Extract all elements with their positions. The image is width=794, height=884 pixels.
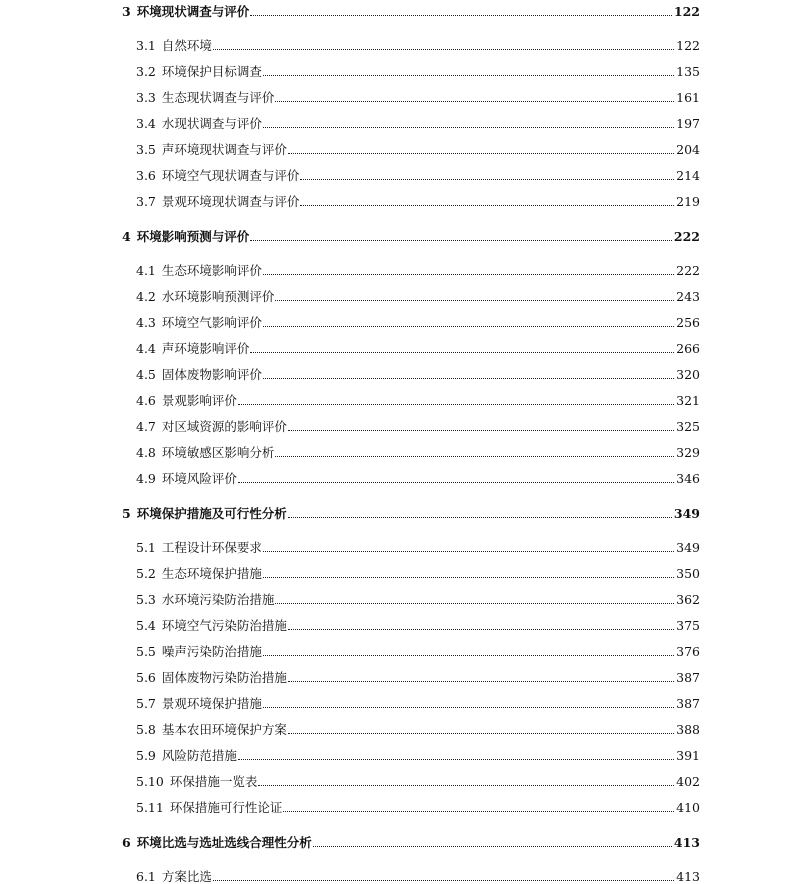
toc-entry-page-number: 362	[676, 592, 700, 607]
dot-leader	[275, 300, 674, 301]
toc-entry-title: 景观环境保护措施	[161, 696, 262, 711]
toc-section-entry[interactable]	[136, 589, 700, 607]
dot-leader	[263, 326, 674, 327]
dot-leader	[288, 430, 674, 431]
toc-entry-page-number: 329	[676, 445, 700, 460]
toc-entry-page-number: 321	[676, 393, 700, 408]
toc-entry-title: 噪声污染防治措施	[161, 644, 262, 659]
toc-entry-page-number: 349	[676, 540, 700, 555]
toc-section-entry[interactable]	[136, 468, 700, 486]
toc-entry-page-number: 197	[676, 116, 700, 131]
toc-section-entry[interactable]	[136, 641, 700, 659]
toc-entry-number: 6.1	[136, 869, 156, 884]
toc-chapter-entry[interactable]	[122, 1, 700, 19]
toc-entry-page-number: 214	[676, 168, 700, 183]
dot-leader	[300, 205, 674, 206]
toc-entry-number: 5.10	[136, 774, 164, 789]
dot-leader	[300, 179, 674, 180]
toc-entry-page-number: 376	[676, 644, 700, 659]
toc-section-entry[interactable]	[136, 338, 700, 356]
toc-entry-title: 环境比选与选址选线合理性分析	[136, 835, 312, 850]
toc-section-entry[interactable]	[136, 61, 700, 79]
toc-entry-title: 工程设计环保要求	[161, 540, 262, 555]
toc-entry-number: 5.3	[136, 592, 156, 607]
dot-leader	[275, 456, 674, 457]
toc-entry-page-number: 387	[676, 670, 700, 685]
toc-section-entry[interactable]	[136, 113, 700, 131]
toc-section-entry[interactable]	[136, 667, 700, 685]
toc-entry-page-number: 122	[676, 38, 700, 53]
toc-section-entry[interactable]	[136, 771, 700, 789]
toc-entry-title: 环境敏感区影响分析	[161, 445, 275, 460]
dot-leader	[258, 785, 674, 786]
toc-section-entry[interactable]	[136, 416, 700, 434]
toc-chapter-entry[interactable]	[122, 503, 700, 521]
toc-entry-number: 3.3	[136, 90, 156, 105]
dot-leader	[250, 15, 672, 16]
dot-leader	[263, 274, 674, 275]
toc-entry-title: 环境空气影响评价	[161, 315, 262, 330]
toc-entry-page-number: 346	[676, 471, 700, 486]
toc-entry-number: 5.9	[136, 748, 156, 763]
toc-entry-title: 风险防范措施	[161, 748, 237, 763]
toc-entry-number: 3.7	[136, 194, 156, 209]
toc-section-entry[interactable]	[136, 693, 700, 711]
toc-entry-page-number: 266	[676, 341, 700, 356]
dot-leader	[250, 352, 674, 353]
toc-entry-page-number: 375	[676, 618, 700, 633]
toc-entry-number: 4.6	[136, 393, 156, 408]
dot-leader	[263, 655, 674, 656]
toc-entry-page-number: 204	[676, 142, 700, 157]
toc-section-entry[interactable]	[136, 442, 700, 460]
toc-entry-number: 5.1	[136, 540, 156, 555]
toc-entry-number: 4.9	[136, 471, 156, 486]
toc-entry-page-number: 222	[676, 263, 700, 278]
toc-entry-number: 4.5	[136, 367, 156, 382]
toc-section-entry[interactable]	[136, 286, 700, 304]
toc-entry-number: 4.2	[136, 289, 156, 304]
toc-entry-number: 4.4	[136, 341, 156, 356]
toc-entry-title: 环保措施一览表	[169, 774, 258, 789]
dot-leader	[288, 629, 674, 630]
toc-section-entry[interactable]	[136, 191, 700, 209]
toc-entry-title: 环境保护措施及可行性分析	[136, 506, 287, 521]
dot-leader	[288, 153, 674, 154]
toc-entry-title: 景观环境现状调查与评价	[161, 194, 300, 209]
toc-section-entry[interactable]	[136, 260, 700, 278]
toc-section-entry[interactable]	[136, 797, 700, 815]
toc-entry-number: 4.7	[136, 419, 156, 434]
toc-entry-title: 环境风险评价	[161, 471, 237, 486]
toc-section-entry[interactable]	[136, 615, 700, 633]
toc-entry-page-number: 413	[676, 869, 700, 884]
toc-entry-title: 水环境污染防治措施	[161, 592, 275, 607]
toc-section-entry[interactable]	[136, 563, 700, 581]
dot-leader	[275, 101, 674, 102]
toc-entry-number: 5.11	[136, 800, 164, 815]
toc-chapter-entry[interactable]	[122, 832, 700, 850]
toc-entry-number: 6	[122, 835, 131, 850]
toc-entry-title: 生态环境保护措施	[161, 566, 262, 581]
toc-entry-page-number: 243	[676, 289, 700, 304]
dot-leader	[263, 577, 674, 578]
toc-entry-number: 3.2	[136, 64, 156, 79]
toc-entry-page-number: 219	[676, 194, 700, 209]
toc-entry-number: 4.8	[136, 445, 156, 460]
toc-entry-title: 固体废物影响评价	[161, 367, 262, 382]
toc-entry-page-number: 391	[676, 748, 700, 763]
dot-leader	[238, 404, 674, 405]
toc-entry-title: 环境空气污染防治措施	[161, 618, 287, 633]
toc-entry-number: 5.2	[136, 566, 156, 581]
toc-entry-page-number: 320	[676, 367, 700, 382]
toc-section-entry[interactable]	[136, 312, 700, 330]
toc-entry-title: 生态环境影响评价	[161, 263, 262, 278]
toc-entry-number: 3	[122, 4, 131, 19]
toc-entry-title: 环保措施可行性论证	[169, 800, 283, 815]
dot-leader	[275, 603, 674, 604]
dot-leader	[288, 733, 674, 734]
toc-entry-page-number: 350	[676, 566, 700, 581]
toc-section-entry[interactable]	[136, 35, 700, 53]
toc-entry-title: 基本农田环境保护方案	[161, 722, 287, 737]
toc-section-entry[interactable]	[136, 390, 700, 408]
dot-leader	[263, 127, 674, 128]
toc-entry-page-number: 387	[676, 696, 700, 711]
toc-entry-title: 水现状调查与评价	[161, 116, 262, 131]
toc-entry-title: 自然环境	[161, 38, 212, 53]
toc-entry-number: 5.8	[136, 722, 156, 737]
toc-chapter-entry[interactable]	[122, 226, 700, 244]
toc-entry-number: 5.5	[136, 644, 156, 659]
toc-entry-page-number: 410	[676, 800, 700, 815]
dot-leader	[288, 517, 672, 518]
toc-entry-title: 固体废物污染防治措施	[161, 670, 287, 685]
toc-entry-number: 3.6	[136, 168, 156, 183]
toc-entry-title: 环境空气现状调查与评价	[161, 168, 300, 183]
toc-entry-number: 5.4	[136, 618, 156, 633]
toc-section-entry[interactable]	[136, 364, 700, 382]
toc-entry-page-number: 402	[676, 774, 700, 789]
toc-entry-title: 水环境影响预测评价	[161, 289, 275, 304]
dot-leader	[263, 551, 674, 552]
dot-leader	[213, 880, 674, 881]
toc-entry-number: 4.3	[136, 315, 156, 330]
toc-section-entry[interactable]	[136, 87, 700, 105]
dot-leader	[263, 378, 674, 379]
dot-leader	[288, 681, 674, 682]
toc-entry-title: 方案比选	[161, 869, 212, 884]
toc-section-entry[interactable]	[136, 866, 700, 884]
dot-leader	[213, 49, 674, 50]
toc-entry-page-number: 135	[676, 64, 700, 79]
toc-entry-number: 4.1	[136, 263, 156, 278]
dot-leader	[313, 846, 672, 847]
toc-entry-number: 4	[122, 229, 131, 244]
dot-leader	[263, 75, 674, 76]
toc-entry-title: 景观影响评价	[161, 393, 237, 408]
toc-entry-title: 对区域资源的影响评价	[161, 419, 287, 434]
toc-entry-title: 声环境影响评价	[161, 341, 250, 356]
toc-entry-title: 环境保护目标调查	[161, 64, 262, 79]
toc-entry-page-number: 349	[673, 506, 700, 521]
toc-entry-title: 生态现状调查与评价	[161, 90, 275, 105]
toc-entry-number: 5.6	[136, 670, 156, 685]
dot-leader	[250, 240, 672, 241]
toc-entry-number: 3.5	[136, 142, 156, 157]
toc-entry-number: 5.7	[136, 696, 156, 711]
toc-entry-number: 3.1	[136, 38, 156, 53]
toc-section-entry[interactable]	[136, 537, 700, 555]
dot-leader	[238, 759, 674, 760]
toc-entry-page-number: 325	[676, 419, 700, 434]
toc-section-entry[interactable]	[136, 139, 700, 157]
toc-entry-number: 3.4	[136, 116, 156, 131]
toc-entry-page-number: 256	[676, 315, 700, 330]
toc-section-entry[interactable]	[136, 719, 700, 737]
toc-entry-page-number: 222	[673, 229, 700, 244]
toc-entry-number: 5	[122, 506, 131, 521]
toc-section-entry[interactable]	[136, 745, 700, 763]
dot-leader	[238, 482, 674, 483]
toc-entry-title: 声环境现状调查与评价	[161, 142, 287, 157]
toc-section-entry[interactable]	[136, 165, 700, 183]
toc-entry-title: 环境现状调查与评价	[136, 4, 250, 19]
toc-entry-page-number: 388	[676, 722, 700, 737]
dot-leader	[283, 811, 674, 812]
toc-entry-page-number: 122	[673, 4, 700, 19]
toc-entry-title: 环境影响预测与评价	[136, 229, 250, 244]
toc-entry-page-number: 161	[676, 90, 700, 105]
dot-leader	[263, 707, 674, 708]
toc-entry-page-number: 413	[673, 835, 700, 850]
